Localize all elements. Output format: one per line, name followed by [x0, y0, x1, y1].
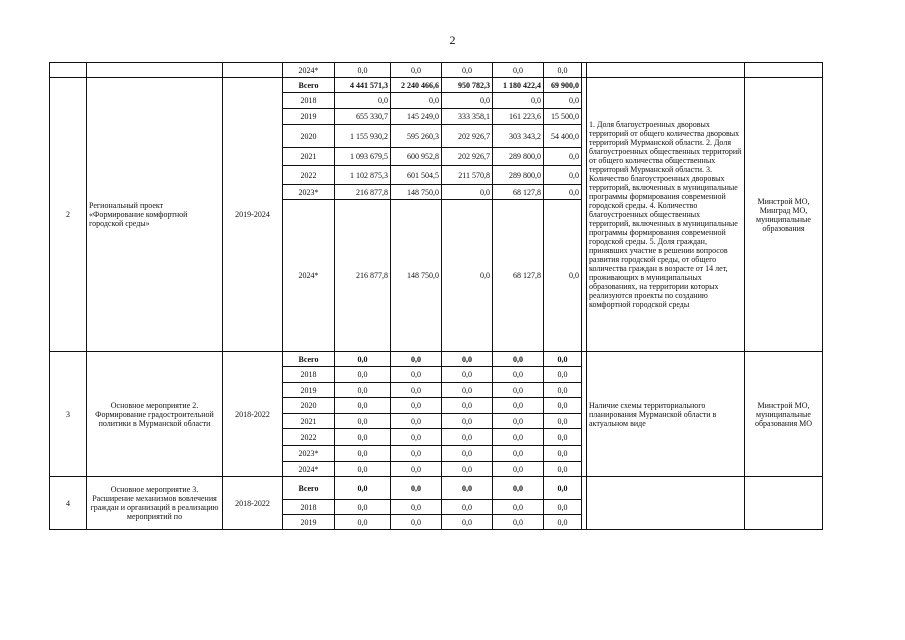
- cell-value: 0,0: [335, 63, 391, 78]
- cell-value: 333 358,1: [442, 109, 493, 125]
- cell-value: 0,0: [391, 352, 442, 367]
- cell-year: 2018: [283, 500, 335, 515]
- cell-value: 0,0: [391, 398, 442, 414]
- cell-value: 0,0: [544, 166, 582, 185]
- cell-value: 0,0: [544, 414, 582, 429]
- cell-value: 0,0: [335, 429, 391, 446]
- cell-year: Всего: [283, 477, 335, 500]
- cell-value: 0,0: [493, 352, 544, 367]
- cell-value: 0,0: [493, 462, 544, 477]
- cell-value: 0,0: [391, 93, 442, 109]
- cell-value: 1 102 875,3: [335, 166, 391, 185]
- cell-value: 0,0: [544, 462, 582, 477]
- cell-value: 0,0: [391, 429, 442, 446]
- cell-value: 0,0: [442, 383, 493, 398]
- cell-value: 0,0: [544, 352, 582, 367]
- cell-year: 2022: [283, 429, 335, 446]
- cell-value: 0,0: [493, 398, 544, 414]
- cell-value: 0,0: [544, 446, 582, 462]
- cell-value: 0,0: [335, 414, 391, 429]
- cell-value: 0,0: [442, 63, 493, 78]
- cell-value: 0,0: [544, 515, 582, 530]
- cell-value: 0,0: [391, 477, 442, 500]
- cell-period: [223, 63, 283, 78]
- program-table: [49, 62, 823, 530]
- cell-value: 0,0: [391, 500, 442, 515]
- cell-value: 595 260,3: [391, 125, 442, 148]
- cell-value: 0,0: [335, 93, 391, 109]
- cell-value: 0,0: [442, 93, 493, 109]
- cell-value: 1 093 679,5: [335, 148, 391, 166]
- cell-value: 4 441 571,3: [335, 78, 391, 93]
- cell-value: 0,0: [335, 446, 391, 462]
- cell-value: 0,0: [391, 462, 442, 477]
- cell-value: 0,0: [544, 200, 582, 352]
- cell-value: 211 570,8: [442, 166, 493, 185]
- cell-value: 216 877,8: [335, 185, 391, 200]
- cell-value: 0,0: [544, 383, 582, 398]
- cell-value: 54 400,0: [544, 125, 582, 148]
- cell-year: 2021: [283, 148, 335, 166]
- cell-year: 2018: [283, 367, 335, 383]
- cell-value: 950 782,3: [442, 78, 493, 93]
- section-number: 3: [50, 352, 87, 477]
- cell-value: 148 750,0: [391, 185, 442, 200]
- cell-value: 289 800,0: [493, 148, 544, 166]
- cell-value: 0,0: [391, 383, 442, 398]
- cell-value: 289 800,0: [493, 166, 544, 185]
- cell-value: 0,0: [335, 500, 391, 515]
- cell-year: 2020: [283, 125, 335, 148]
- cell-value: 0,0: [442, 398, 493, 414]
- section-indicators: Наличие схемы территориального планирования Мурманской области в актуальном виде: [587, 352, 745, 477]
- cell-year: 2019: [283, 515, 335, 530]
- cell-value: 655 330,7: [335, 109, 391, 125]
- cell-year: 2023*: [283, 185, 335, 200]
- cell-value: 0,0: [493, 429, 544, 446]
- cell-value: 148 750,0: [391, 200, 442, 352]
- cell-value: 0,0: [544, 63, 582, 78]
- cell-value: 0,0: [544, 93, 582, 109]
- cell-value: 69 900,0: [544, 78, 582, 93]
- section-name: Основное мероприятие 2. Формирование градостроительной политики в Мурманской области: [87, 352, 223, 477]
- cell-value: 202 926,7: [442, 148, 493, 166]
- cell-value: 0,0: [391, 63, 442, 78]
- cell-value: 145 249,0: [391, 109, 442, 125]
- cell-year: 2020: [283, 398, 335, 414]
- cell-value: 0,0: [442, 352, 493, 367]
- cell-year: 2024*: [283, 462, 335, 477]
- cell-year: 2023*: [283, 446, 335, 462]
- cell-value: 0,0: [544, 398, 582, 414]
- cell-year: 2024*: [283, 200, 335, 352]
- section-period: 2019-2024: [223, 78, 283, 352]
- section-name: Региональный проект «Формирование комфортной городской среды»: [87, 78, 223, 352]
- cell-value: 0,0: [493, 446, 544, 462]
- cell-value: 0,0: [335, 398, 391, 414]
- cell-name: [87, 63, 223, 78]
- cell-value: 0,0: [335, 515, 391, 530]
- cell-value: 0,0: [335, 383, 391, 398]
- cell-value: 0,0: [544, 429, 582, 446]
- cell-value: 0,0: [442, 414, 493, 429]
- cell-value: 0,0: [493, 367, 544, 383]
- cell-value: 0,0: [442, 500, 493, 515]
- cell-value: 0,0: [335, 352, 391, 367]
- table-row: [50, 63, 823, 78]
- cell-value: 600 952,8: [391, 148, 442, 166]
- cell-year: 2019: [283, 109, 335, 125]
- section-executors: Минстрой МО, муниципальные образования МО: [745, 352, 823, 477]
- cell-value: 0,0: [493, 500, 544, 515]
- cell-value: 0,0: [442, 462, 493, 477]
- cell-value: 0,0: [391, 367, 442, 383]
- cell-value: 2 240 466,6: [391, 78, 442, 93]
- cell-value: 0,0: [493, 414, 544, 429]
- cell-year: 2022: [283, 166, 335, 185]
- table-row: [50, 78, 823, 93]
- cell-value: 0,0: [335, 477, 391, 500]
- cell-value: 0,0: [442, 446, 493, 462]
- section-indicators: 1. Доля благоустроенных дворовых территорий от общего количества дворовых территорий Мурманской области. 2. Доля благоустроенных общественных территорий от общего количества общественных территорий Мурманской области. 3. Количество благоустроенных дворовых территорий, включенных в муниципальные программы формирования современной городской среды. 4. Количество благоустроенных общественных территорий, включенных в муниципальные программы формирования современной городской среды. 5. Доля граждан, принявших участие в решении вопросов развития городской среды, от общего количества граждан в возрасте от 14 лет, проживающих в муниципальных образованиях, на территории которых реализуются проекты по созданию комфортной городской среды: [587, 78, 745, 352]
- section-number: 4: [50, 477, 87, 530]
- cell-value: 0,0: [493, 93, 544, 109]
- cell-value: 0,0: [493, 477, 544, 500]
- cell-value: 68 127,8: [493, 185, 544, 200]
- cell-value: 0,0: [544, 477, 582, 500]
- cell-value: 0,0: [544, 367, 582, 383]
- cell-value: 0,0: [391, 515, 442, 530]
- cell-value: 161 223,6: [493, 109, 544, 125]
- cell-value: 0,0: [335, 462, 391, 477]
- section-period: 2018-2022: [223, 477, 283, 530]
- cell-year: 2024*: [283, 63, 335, 78]
- cell-value: 601 504,5: [391, 166, 442, 185]
- section-period: 2018-2022: [223, 352, 283, 477]
- cell-value: 1 180 422,4: [493, 78, 544, 93]
- page-number: 2: [449, 33, 456, 47]
- cell-executors: [745, 63, 823, 78]
- cell-value: 0,0: [442, 367, 493, 383]
- cell-value: 0,0: [442, 515, 493, 530]
- cell-indicators: [587, 63, 745, 78]
- cell-value: 216 877,8: [335, 200, 391, 352]
- cell-value: 0,0: [544, 148, 582, 166]
- cell-year: 2021: [283, 414, 335, 429]
- cell-value: 0,0: [442, 429, 493, 446]
- cell-value: 202 926,7: [442, 125, 493, 148]
- cell-value: 0,0: [335, 367, 391, 383]
- cell-value: 0,0: [544, 500, 582, 515]
- table-row: [50, 477, 823, 500]
- cell-year: Всего: [283, 78, 335, 93]
- cell-num: [50, 63, 87, 78]
- cell-value: 303 343,2: [493, 125, 544, 148]
- cell-value: 0,0: [493, 63, 544, 78]
- table-row: [50, 352, 823, 367]
- cell-value: 0,0: [442, 200, 493, 352]
- cell-year: Всего: [283, 352, 335, 367]
- cell-value: 0,0: [493, 383, 544, 398]
- cell-value: 0,0: [442, 185, 493, 200]
- section-name: Основное мероприятие 3. Расширение механизмов вовлечения граждан и организаций в реализацию мероприятий по: [87, 477, 223, 530]
- cell-value: 0,0: [391, 414, 442, 429]
- cell-value: 15 500,0: [544, 109, 582, 125]
- cell-year: 2018: [283, 93, 335, 109]
- cell-value: 0,0: [442, 477, 493, 500]
- section-indicators: [587, 477, 745, 530]
- section-executors: Минстрой МО, Минград МО, муниципальные образования: [745, 78, 823, 352]
- cell-value: 68 127,8: [493, 200, 544, 352]
- cell-value: 0,0: [544, 185, 582, 200]
- cell-value: 0,0: [493, 515, 544, 530]
- cell-value: 1 155 930,2: [335, 125, 391, 148]
- section-executors: [745, 477, 823, 530]
- cell-year: 2019: [283, 383, 335, 398]
- cell-value: 0,0: [391, 446, 442, 462]
- section-number: 2: [50, 78, 87, 352]
